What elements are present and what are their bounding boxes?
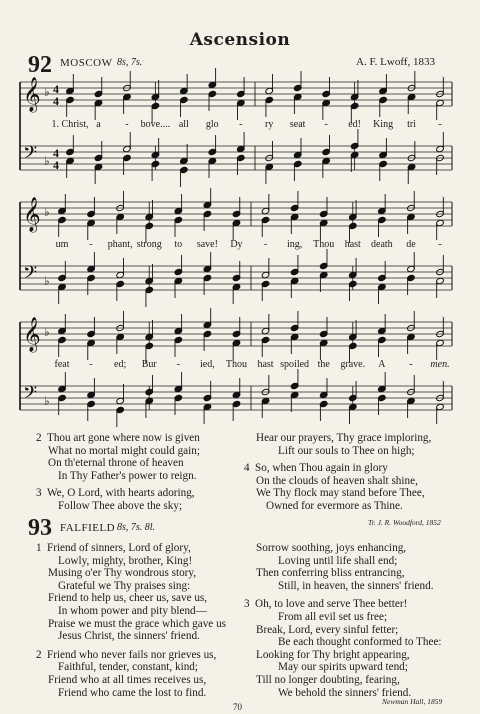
verse-line: Musing o'er Thy wondrous story,: [48, 567, 197, 580]
verse-line: Break, Lord, every sinful fetter;: [256, 623, 399, 636]
verse-line: 2 Thou art gone where now is given: [36, 432, 200, 444]
hymn-92-meter: 8s, 7s.: [117, 57, 143, 68]
lyric-syllable: death: [371, 239, 393, 250]
lyric-syllable: grave.: [340, 359, 366, 370]
verse-line: Friend who came the lost to find.: [58, 686, 207, 699]
lyric-syllable: tri: [407, 119, 416, 130]
verse-line: Faithful, tender, constant, kind;: [58, 661, 198, 674]
verse-line: 3 Oh, to love and serve Thee better!: [244, 598, 408, 611]
lyric-syllable: phant,: [107, 239, 133, 250]
hymn-93-verses-right: [244, 542, 442, 699]
verse-line: Owned for evermore as Thine.: [266, 499, 403, 512]
verse-line: Then conferring bliss entrancing,: [256, 567, 405, 580]
verse-line: Loving until life shall end;: [278, 554, 398, 567]
lyric-syllable: -: [263, 239, 268, 250]
lyric-syllable: -: [409, 359, 413, 370]
flat-icon: ♭: [44, 394, 50, 408]
lyric-syllable: 1. Christ,: [51, 119, 89, 130]
bass-clef-icon: 𝄢: [23, 143, 38, 168]
verse-line: Jesus Christ, the sinners' friend.: [58, 630, 200, 643]
flat-icon: ♭: [44, 205, 50, 219]
verse-line: What no mortal might could gain;: [48, 444, 200, 457]
lyric-syllable: hast: [257, 359, 274, 370]
hymn-92-tune: MOSCOW: [60, 57, 113, 69]
lyric-syllable: -: [324, 119, 328, 130]
verse-line: On the clouds of heaven shalt shine,: [256, 474, 418, 487]
lyric-syllable: -: [89, 239, 93, 250]
lyric-syllable: the: [317, 359, 330, 370]
hymn-93-credit: Newman Hall, 1859: [382, 697, 443, 706]
lyric-syllable: -: [438, 119, 442, 130]
verse-line: We Thy flock may stand before Thee,: [256, 487, 425, 500]
flat-icon: ♭: [44, 85, 50, 99]
verse-line: Be each thought conformed to Thee:: [278, 636, 442, 649]
hymn-92-verses-right: [244, 432, 432, 513]
lyric-syllable: ry: [265, 119, 274, 130]
verse-line: In whom power and pity blend—: [58, 604, 207, 617]
lyric-syllable: men.: [430, 359, 450, 370]
lyric-syllable: save!: [196, 239, 218, 250]
verse-line: We behold the sinners' friend.: [278, 686, 412, 699]
lyric-syllable: King: [373, 119, 394, 130]
time-signature-bottom: 4: [53, 158, 59, 172]
hymn-93-verses-left: [36, 542, 226, 699]
hymn-93-tune: FALFIELD: [60, 522, 116, 534]
hymn-92-credit: Tr. J. R. Woodford, 1852: [368, 518, 441, 527]
hymn-93-number: 93: [28, 515, 52, 541]
lyric-syllable: spoiled: [280, 359, 310, 370]
verse-line: May our spirits upward tend;: [278, 661, 408, 674]
verse-line: Friend to help us, cheer us, save us,: [48, 592, 208, 605]
lyric-syllable: Thou: [313, 239, 335, 250]
lyric-syllable: de: [406, 239, 416, 250]
treble-clef-icon: 𝄞: [23, 77, 41, 112]
lyric-syllable: -: [125, 119, 129, 130]
time-signature-top: 4: [53, 146, 59, 160]
lyric-syllable: all: [178, 119, 189, 130]
verse-line: In Thy Father's power to reign.: [58, 469, 197, 482]
lyric-syllable: bove....: [140, 119, 171, 130]
lyric-syllable: ing,: [286, 239, 303, 250]
lyric-syllable: a: [96, 119, 101, 130]
verse-line: Lift our souls to Thee on high;: [278, 444, 415, 457]
lyric-syllable: ed!: [348, 119, 361, 130]
lyric-syllable: A: [378, 359, 386, 370]
treble-clef-icon: 𝄞: [23, 197, 41, 232]
lyric-syllable: strong: [136, 239, 162, 250]
verse-line: 2 Friend who never fails nor grieves us,: [36, 648, 217, 661]
hymn-92-composer: A. F. Lwoff, 1833: [356, 56, 435, 68]
lyric-syllable: -: [176, 359, 180, 370]
flat-icon: ♭: [44, 274, 50, 288]
bass-clef-icon: 𝄢: [23, 383, 38, 408]
flat-icon: ♭: [44, 154, 50, 168]
flat-icon: ♭: [44, 325, 50, 339]
verse-line: Praise we must the grace which gave us: [48, 617, 227, 630]
verse-line: Till no longer doubting, fearing,: [256, 673, 400, 686]
lyric-syllable: -: [438, 239, 442, 250]
lyric-syllable: glo: [205, 119, 219, 130]
verse-line: On th'eternal throne of heaven: [48, 457, 184, 470]
verse-line: From all evil set us free;: [278, 610, 388, 623]
lyric-syllable: -: [89, 359, 93, 370]
lyric-syllable: ed;: [114, 359, 127, 370]
verse-line: Follow Thee above the sky;: [58, 499, 183, 512]
verse-line: Friend who at all times receives us,: [48, 673, 207, 686]
time-signature-bottom: 4: [53, 94, 59, 108]
lyric-syllable: to: [174, 239, 183, 250]
verse-line: Sorrow soothing, joys enhancing,: [256, 542, 407, 554]
hymn-93-meter: 8s, 7s. 8l.: [117, 522, 156, 533]
lyric-syllable: ied,: [200, 359, 215, 370]
section-title: Ascension: [189, 30, 291, 50]
verse-line: Grateful we Thy praises sing:: [58, 579, 191, 592]
lyric-syllable: Thou: [225, 359, 248, 370]
verse-line: 4 So, when Thou again in glory: [244, 462, 388, 475]
verse-line: Lowly, mighty, brother, King!: [58, 554, 193, 567]
lyric-syllable: seat: [289, 119, 306, 130]
lyric-syllable: Bur: [141, 359, 157, 370]
lyric-syllable: hast: [344, 239, 361, 250]
page-number: 70: [233, 702, 242, 712]
verse-line: Looking for Thy bright appearing,: [256, 648, 410, 661]
lyric-syllable: feat: [54, 359, 70, 370]
hymn-92-number: 92: [28, 52, 52, 78]
lyrics-line: [0, 359, 480, 373]
verse-line: Still, in heaven, the sinners' friend.: [278, 579, 434, 592]
verse-line: Hear our prayers, Thy grace imploring,: [256, 432, 432, 444]
treble-clef-icon: 𝄞: [23, 317, 41, 352]
verse-line: 1 Friend of sinners, Lord of glory,: [36, 542, 191, 554]
time-signature-top: 4: [53, 82, 59, 96]
lyric-syllable: um: [55, 239, 69, 250]
lyric-syllable: -: [239, 119, 243, 130]
bass-clef-icon: 𝄢: [23, 263, 38, 288]
lyric-syllable: Dy: [230, 239, 243, 250]
verse-line: 3 We, O Lord, with hearts adoring,: [36, 487, 195, 500]
hymn-92-verses-left: [36, 432, 200, 513]
